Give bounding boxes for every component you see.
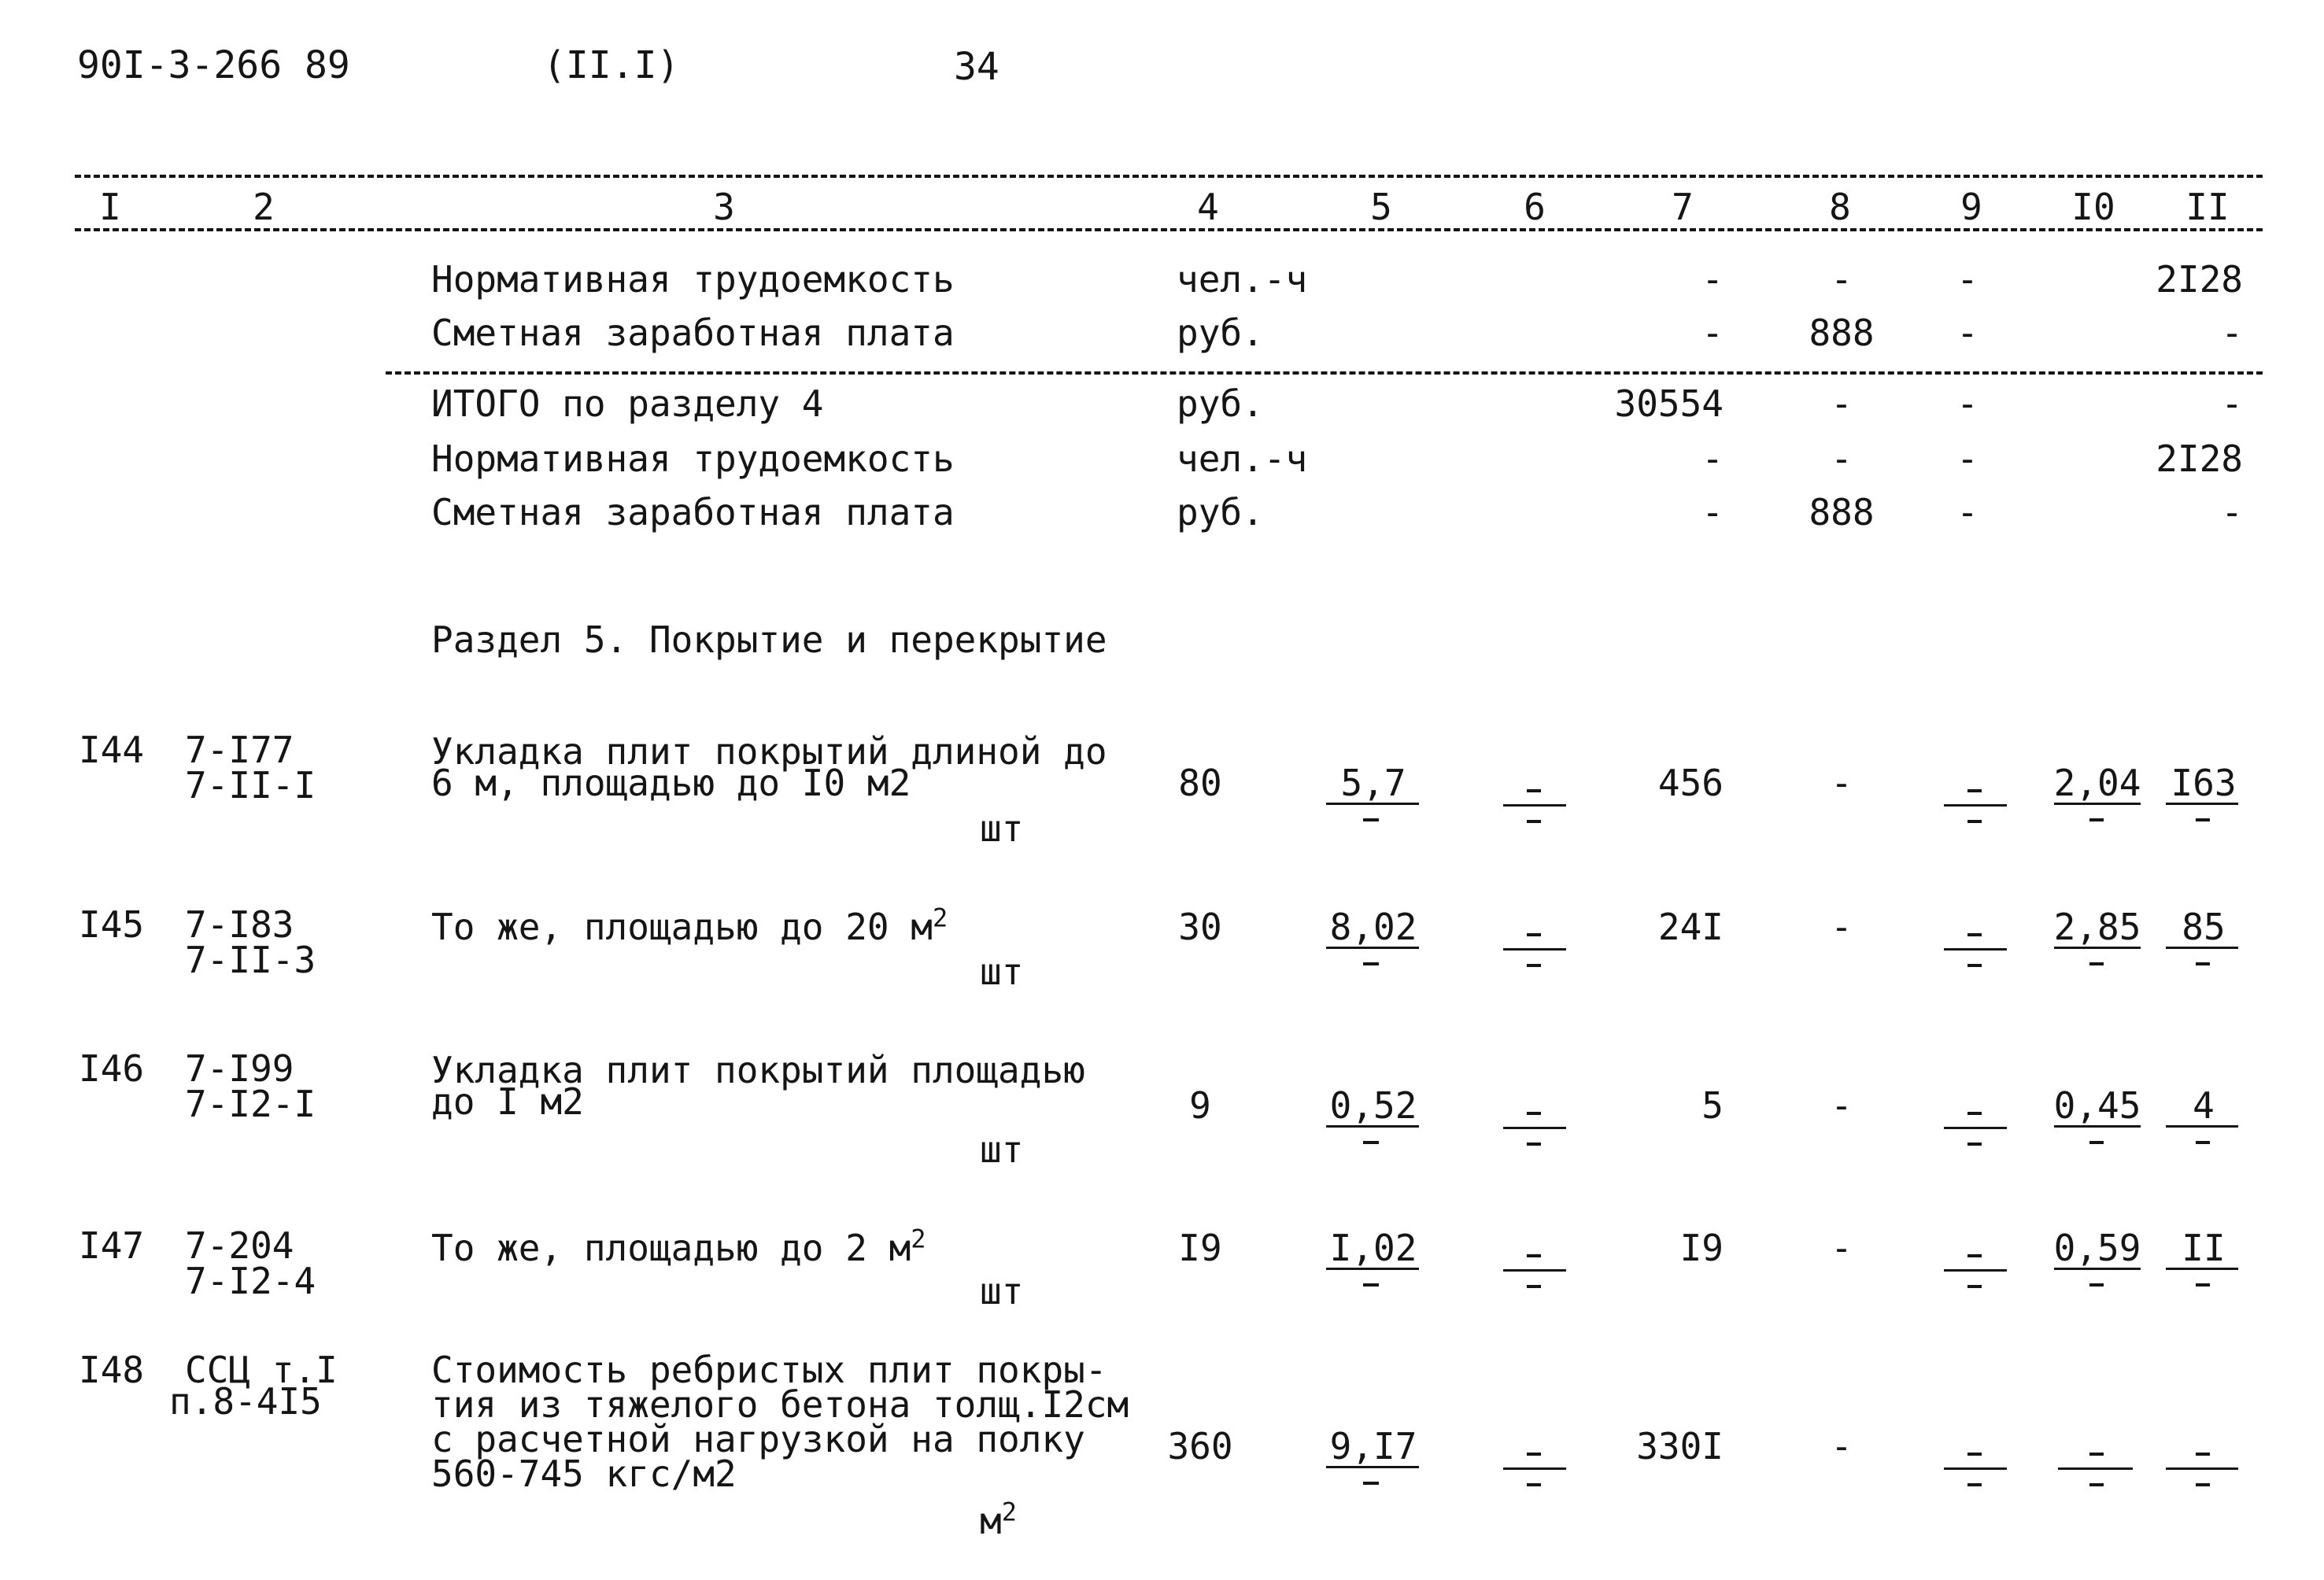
table-header-bottom-rule [75, 228, 2263, 231]
quantity: I9 [1178, 1227, 1222, 1269]
summary-col8: - [1831, 382, 1853, 425]
summary-col11: - [2221, 312, 2243, 354]
row-number: I48 [79, 1349, 145, 1391]
work-description-line: тия из тяжелого бетона толщ.I2см [431, 1383, 1129, 1426]
col8-value: - [1831, 906, 1853, 948]
col8-value: - [1831, 1084, 1853, 1127]
labor-norm: 2,04 [2053, 762, 2141, 804]
superscript: 2 [911, 1224, 926, 1254]
work-description-line: Стоимость ребристых плит покры- [431, 1349, 1107, 1391]
work-description-line: Укладка плит покрытий площадью [431, 1049, 1085, 1091]
column-number: 9 [1960, 186, 1982, 228]
quantity: 9 [1189, 1084, 1211, 1127]
work-description-line: с расчетной нагрузкой на полку [431, 1418, 1085, 1460]
summary-col8: 888 [1809, 491, 1875, 533]
document-code: 90I-3-266 89 [77, 43, 350, 87]
quantity: 30 [1178, 906, 1222, 948]
summary-col11: - [2221, 382, 2243, 425]
empty-denominator-mark [2089, 818, 2104, 821]
empty-denominator-mark [2089, 1141, 2104, 1144]
labor-total: 4 [2193, 1084, 2215, 1127]
column-number: 5 [1370, 186, 1392, 228]
empty-denominator-mark [1363, 962, 1379, 965]
empty-denominator-mark [1363, 1283, 1379, 1287]
work-description-line [431, 903, 948, 948]
empty-numerator-mark [1527, 789, 1541, 792]
fraction-line [2058, 1467, 2133, 1470]
quantity: 80 [1178, 762, 1222, 804]
summary-item-name: Сметная заработная плата [431, 312, 955, 354]
summary-col8: - [1831, 437, 1853, 480]
empty-denominator-mark [1527, 964, 1541, 967]
fraction-line [1503, 1467, 1566, 1470]
row-number: I46 [79, 1047, 145, 1090]
summary-col11: - [2221, 491, 2243, 533]
rate-code-secondary: 7-II-3 [185, 939, 316, 981]
unit-price: 9,I7 [1329, 1425, 1417, 1467]
work-description-text: То же, площадью до 2 м [431, 1227, 911, 1269]
fraction-line [1326, 1268, 1419, 1270]
fraction-line [2166, 803, 2238, 805]
unit-of-measure: шт [980, 951, 1024, 993]
fraction-line [1503, 948, 1566, 951]
fraction-line [2054, 947, 2141, 949]
page-number: 34 [954, 45, 999, 89]
fraction-line [1944, 1467, 2007, 1470]
column-number: 6 [1524, 186, 1546, 228]
fraction-line [2054, 803, 2141, 805]
total-cost: 5 [1701, 1084, 1724, 1127]
rate-code: 7-204 [185, 1224, 294, 1267]
superscript: 2 [932, 903, 948, 933]
empty-denominator-mark [1527, 1143, 1541, 1146]
labor-norm: 0,45 [2053, 1084, 2141, 1127]
summary-col8: 888 [1809, 312, 1875, 354]
fraction-line [1326, 947, 1419, 949]
empty-denominator-mark [2196, 1483, 2210, 1486]
fraction-line [2054, 1125, 2141, 1128]
column-number: 2 [253, 186, 275, 228]
row-number: I47 [79, 1224, 145, 1267]
summary-item-name: Нормативная трудоемкость [431, 258, 955, 301]
fraction-line [2166, 1268, 2238, 1270]
empty-denominator-mark [1363, 1141, 1379, 1144]
fraction-line [1326, 1466, 1419, 1468]
summary-col7: 30554 [1614, 382, 1724, 425]
empty-denominator-mark [2196, 1141, 2210, 1144]
empty-denominator-mark [1527, 1285, 1541, 1288]
column-number: 4 [1197, 186, 1219, 228]
empty-denominator-mark [1967, 964, 1982, 967]
rate-code: 7-I83 [185, 903, 294, 946]
fraction-line [2166, 947, 2238, 949]
fraction-line [1503, 1269, 1566, 1272]
unit-price: 5,7 [1340, 762, 1406, 804]
fraction-line [1944, 1269, 2007, 1272]
empty-denominator-mark [1363, 1482, 1379, 1485]
column-number: 3 [713, 186, 735, 228]
rate-code: 7-I77 [185, 729, 294, 771]
empty-numerator-mark [1527, 1112, 1541, 1115]
work-description-line: 6 м, площадью до I0 м2 [431, 762, 911, 804]
fraction-line [1326, 1125, 1419, 1128]
quantity: 360 [1167, 1425, 1233, 1467]
summary-col7: - [1701, 258, 1724, 301]
summary-col7: - [1701, 437, 1724, 480]
total-cost: 330I [1636, 1425, 1724, 1467]
section-divider-rule [386, 371, 2263, 375]
section-title: Раздел 5. Покрытие и перекрытие [431, 618, 1107, 661]
rate-code: ССЦ т.I [185, 1349, 338, 1391]
empty-denominator-mark [1967, 820, 1982, 823]
col8-value: - [1831, 762, 1853, 804]
empty-numerator-mark [1967, 1254, 1982, 1257]
unit-of-measure [980, 1497, 1017, 1542]
table-header-top-rule [75, 175, 2263, 178]
summary-item-unit: чел.-ч [1177, 437, 1308, 480]
column-number: I0 [2071, 186, 2115, 228]
fraction-line [1503, 804, 1566, 807]
empty-numerator-mark [1967, 1112, 1982, 1115]
summary-item-name: Сметная заработная плата [431, 491, 955, 533]
rate-code: 7-I99 [185, 1047, 294, 1090]
superscript: 2 [1001, 1497, 1017, 1527]
empty-denominator-mark [2196, 818, 2210, 821]
empty-numerator-mark [1527, 1254, 1541, 1257]
unit-of-measure: шт [980, 807, 1024, 850]
empty-numerator-mark [1967, 789, 1982, 792]
empty-denominator-mark [1527, 1483, 1541, 1486]
col8-value: - [1831, 1227, 1853, 1269]
unit-price: 8,02 [1329, 906, 1417, 948]
empty-denominator-mark [2089, 1283, 2104, 1287]
empty-numerator-mark [1967, 933, 1982, 936]
labor-total: 85 [2182, 906, 2226, 948]
summary-item-unit: руб. [1177, 312, 1264, 354]
labor-total: II [2182, 1227, 2226, 1269]
work-description-text: То же, площадью до 20 м [431, 906, 933, 948]
summary-col9: - [1956, 312, 1979, 354]
fraction-line [1944, 948, 2007, 951]
fraction-line [1944, 804, 2007, 807]
empty-denominator-mark [1363, 818, 1379, 821]
empty-numerator-mark [1967, 1453, 1982, 1456]
empty-denominator-mark [2196, 1283, 2210, 1287]
fraction-line [2166, 1125, 2238, 1128]
rate-code-secondary: п.8-4I5 [169, 1380, 322, 1423]
rate-code-secondary: 7-I2-I [185, 1083, 316, 1125]
row-number: I44 [79, 729, 145, 771]
summary-item-unit: руб. [1177, 491, 1264, 533]
empty-denominator-mark [1967, 1285, 1982, 1288]
work-description-line: до I м2 [431, 1080, 584, 1123]
document-part: (II.I) [543, 43, 680, 87]
unit-price: 0,52 [1329, 1084, 1417, 1127]
empty-denominator-mark [2089, 962, 2104, 965]
empty-numerator-mark [2089, 1453, 2104, 1456]
column-number: 7 [1672, 186, 1694, 228]
empty-numerator-mark [1527, 1453, 1541, 1456]
work-description-line: Укладка плит покрытий длиной до [431, 730, 1107, 773]
labor-norm: 2,85 [2053, 906, 2141, 948]
fraction-line [1944, 1127, 2007, 1129]
rate-code-secondary: 7-II-I [185, 764, 316, 807]
total-cost: 456 [1657, 762, 1724, 804]
empty-denominator-mark [1967, 1483, 1982, 1486]
fraction-line [1326, 803, 1419, 805]
column-number: II [2185, 186, 2230, 228]
row-number: I45 [79, 903, 145, 946]
col8-value: - [1831, 1425, 1853, 1467]
summary-col9: - [1956, 382, 1979, 425]
summary-col9: - [1956, 437, 1979, 480]
empty-denominator-mark [1527, 820, 1541, 823]
summary-col11: 2I28 [2156, 437, 2243, 480]
unit-price: I,02 [1329, 1227, 1417, 1269]
empty-denominator-mark [2089, 1483, 2104, 1486]
summary-item-unit: чел.-ч [1177, 258, 1308, 301]
summary-col7: - [1701, 491, 1724, 533]
labor-norm: 0,59 [2053, 1227, 2141, 1269]
empty-denominator-mark [1967, 1143, 1982, 1146]
rate-code-secondary: 7-I2-4 [185, 1260, 316, 1302]
empty-numerator-mark [2196, 1453, 2210, 1456]
fraction-line [1503, 1127, 1566, 1129]
summary-col9: - [1956, 258, 1979, 301]
empty-denominator-mark [2196, 962, 2210, 965]
summary-item-name: ИТОГО по разделу 4 [431, 382, 824, 425]
work-description-line [431, 1224, 926, 1269]
summary-item-name: Нормативная трудоемкость [431, 437, 955, 480]
column-number: I [99, 186, 121, 228]
work-description-line: 560-745 кгс/м2 [431, 1453, 737, 1495]
summary-item-unit: руб. [1177, 382, 1264, 425]
column-number: 8 [1829, 186, 1851, 228]
labor-total: I63 [2171, 762, 2237, 804]
summary-col7: - [1701, 312, 1724, 354]
total-cost: 24I [1657, 906, 1724, 948]
unit-of-measure: шт [980, 1270, 1024, 1312]
unit-of-measure: шт [980, 1128, 1024, 1171]
fraction-line [2054, 1268, 2141, 1270]
summary-col8: - [1831, 258, 1853, 301]
unit-text: м [980, 1500, 1002, 1542]
summary-col9: - [1956, 491, 1979, 533]
summary-col11: 2I28 [2156, 258, 2243, 301]
total-cost: I9 [1679, 1227, 1724, 1269]
empty-numerator-mark [1527, 933, 1541, 936]
fraction-line [2166, 1467, 2238, 1470]
